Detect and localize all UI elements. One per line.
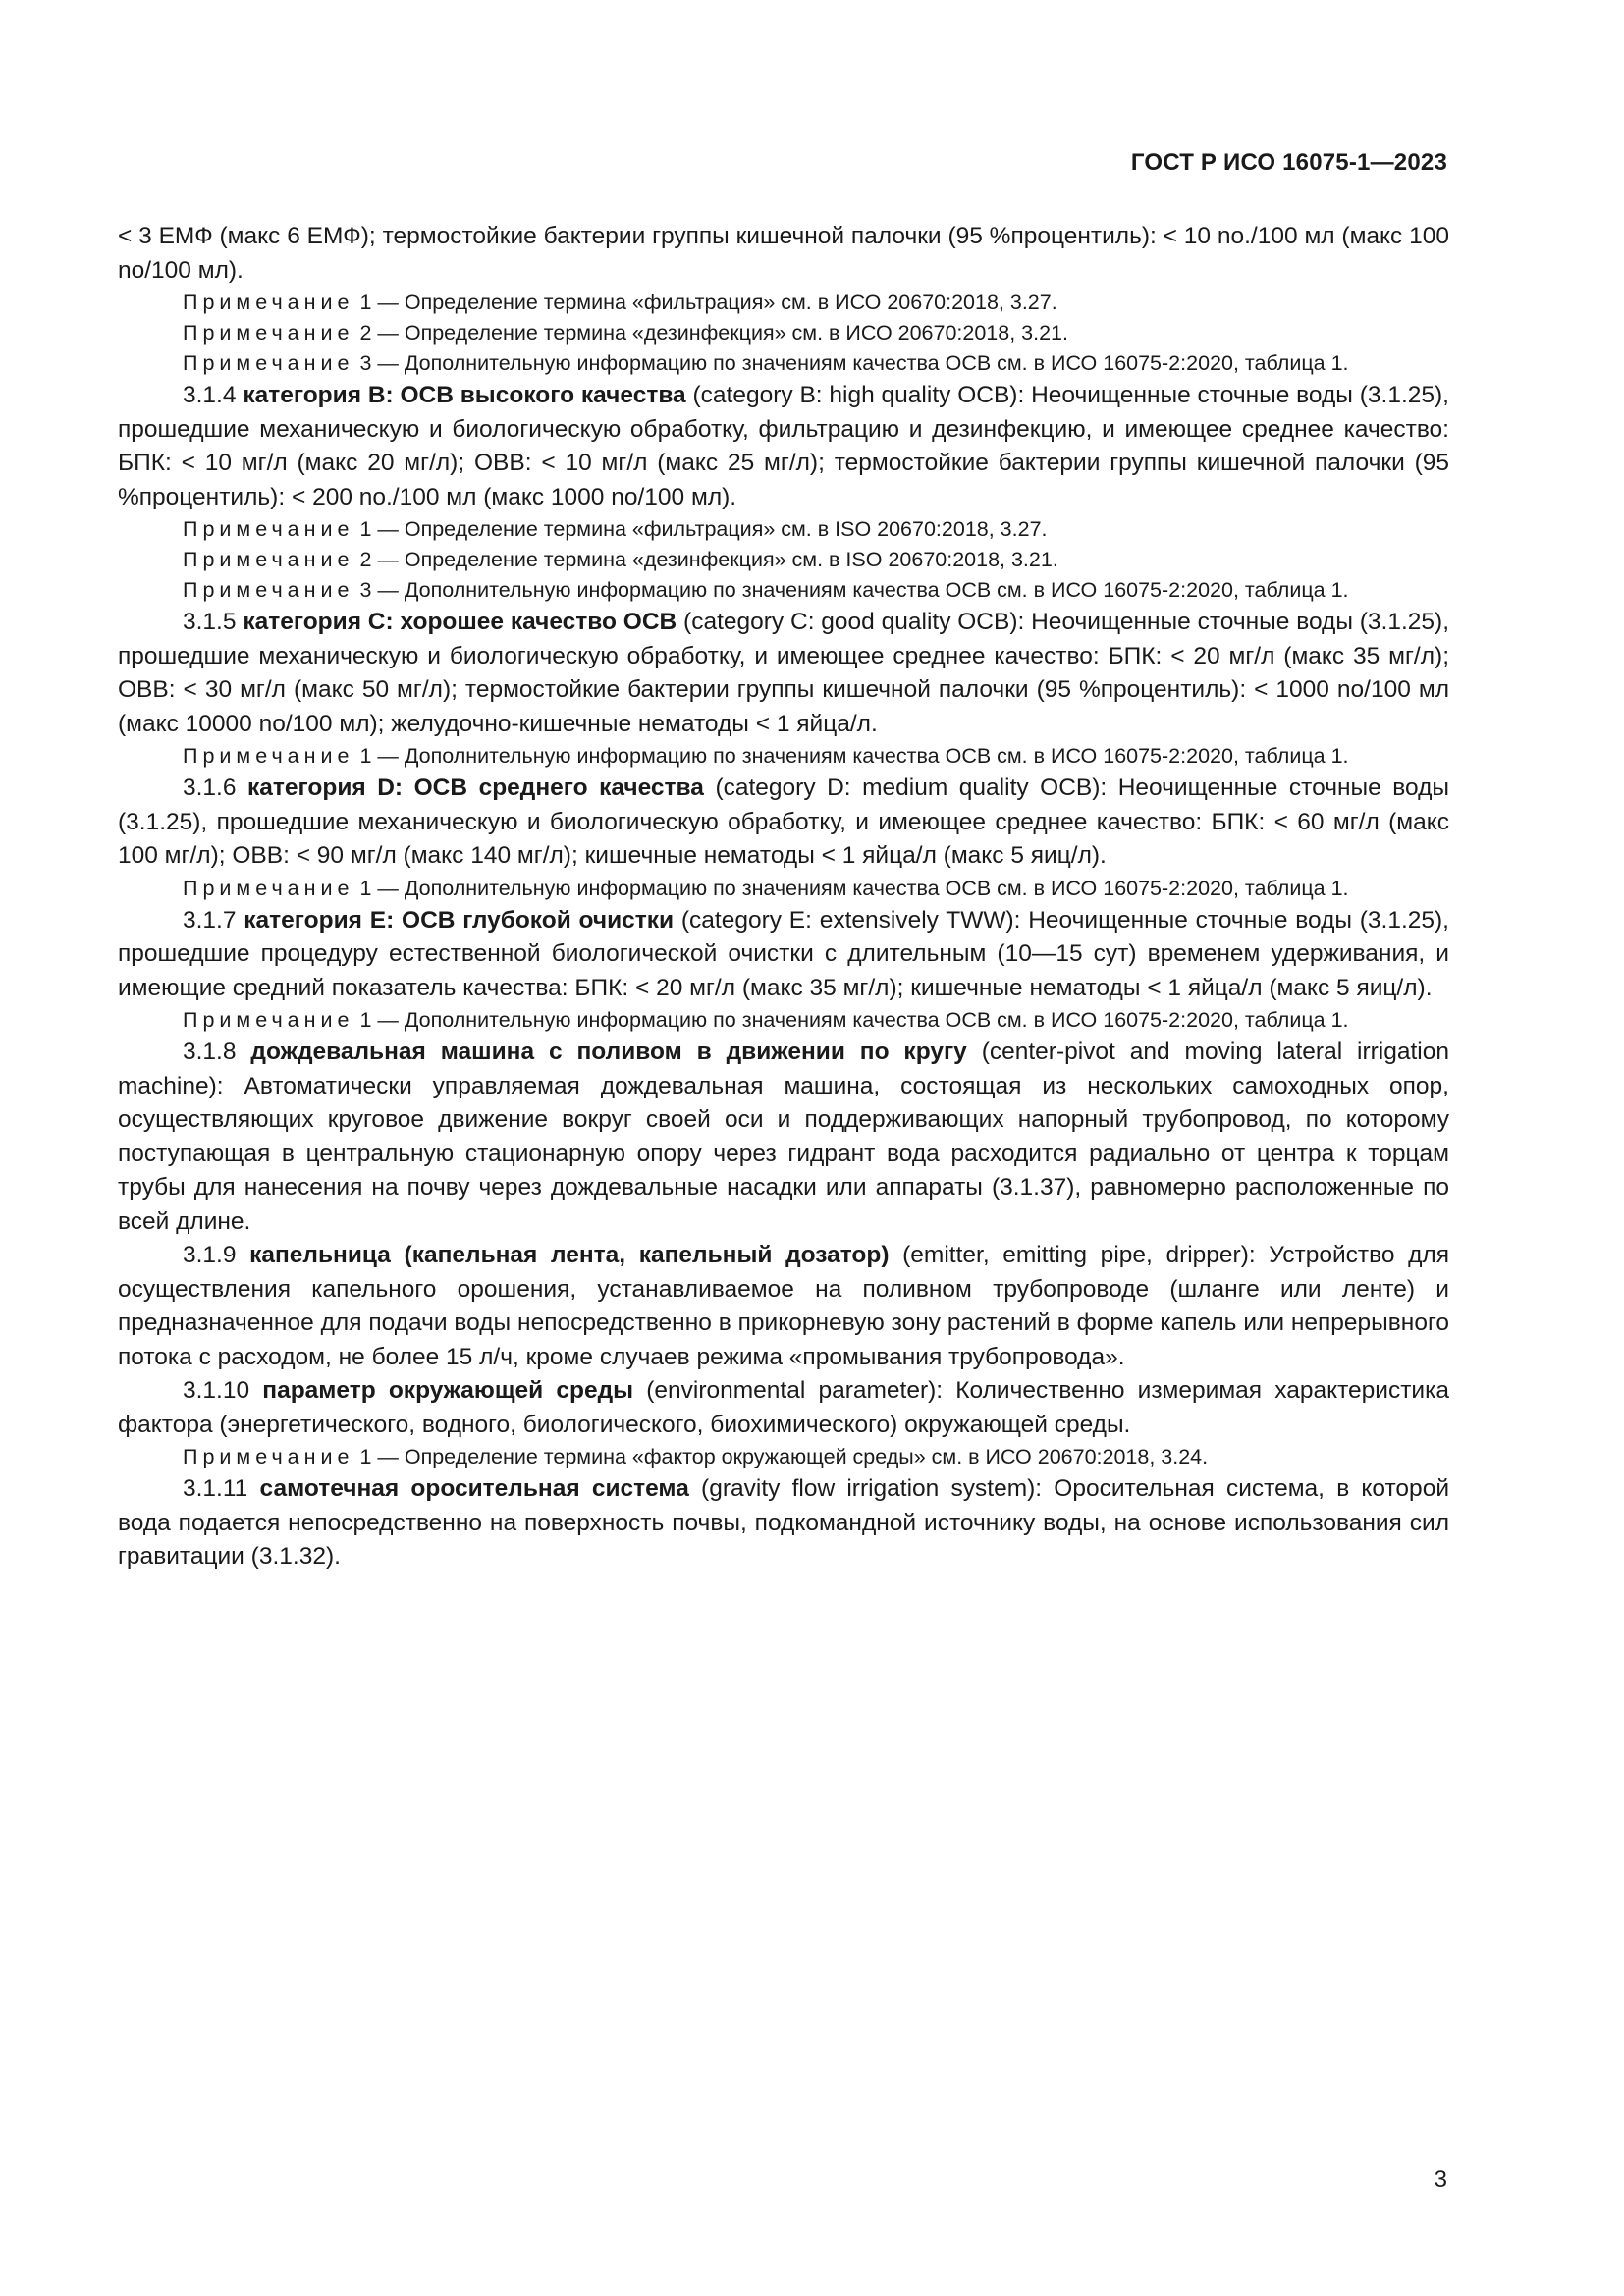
- definition-3-1-6: 3.1.6 категория D: ОСВ среднего качества (category D: medium quality ОСВ): Неочищенные сточные воды (3.1.25), прошедшие механическую и биологическую обработку, и имеющее среднее качество: БПК: < 60 мг/л (макс 100 мг/л); ОВВ: < 90 мг/л (макс 140 мг/л); кишечные нематоды < 1 яйца/л (макс 5 яиц/л).: [118, 774, 1449, 869]
- note: Примечание 3 — Дополнительную информацию по значениям качества ОСВ см. в ИСО 16075-2:2020, таблица 1.: [183, 351, 1349, 375]
- term: категория В: ОСВ высокого качества: [243, 382, 686, 408]
- note-label: Примечание: [183, 548, 354, 571]
- note-label: Примечание: [183, 517, 354, 541]
- page-number: 3: [1434, 2166, 1447, 2193]
- note: Примечание 1 — Определение термина «фактор окружающей среды» см. в ИСО 20670:2018, 3.24.: [183, 1445, 1209, 1468]
- note: Примечание 1 — Дополнительную информацию по значениям качества ОСВ см. в ИСО 16075-2:2020, таблица 1.: [183, 744, 1349, 768]
- term: капельница (капельная лента, капельный дозатор): [249, 1242, 890, 1268]
- definition-3-1-9: 3.1.9 капельница (капельная лента, капельный дозатор) (emitter, emitting pipe, dripper): Устройство для осуществления капельного орошения, устанавливаемое на поливном трубопроводе (шланге или ленте) и предназначенное для подачи воды непосредственно в прикорневую зону растений в форме капель или непрерывного потока с расходом, не более 15 л/ч, кроме случаев режима «промывания трубопровода».: [118, 1242, 1449, 1370]
- continued-paragraph: < 3 ЕМФ (макс 6 ЕМФ); термостойкие бактерии группы кишечной палочки (95 %процентиль): < 10 no./100 мл (макс 100 no/100 мл).: [118, 223, 1449, 284]
- term: категория D: ОСВ среднего качества: [247, 774, 704, 801]
- note: Примечание 2 — Определение термина «дезинфекция» см. в ИСО 20670:2018, 3.21.: [183, 321, 1068, 345]
- note: Примечание 1 — Дополнительную информацию по значениям качества ОСВ см. в ИСО 16075-2:2020, таблица 1.: [183, 1008, 1349, 1032]
- note-label: Примечание: [183, 321, 354, 345]
- term: самотечная оросительная система: [259, 1475, 689, 1502]
- term: параметр окружающей среды: [262, 1377, 634, 1404]
- definition-3-1-10: 3.1.10 параметр окружающей среды (environmental parameter): Количественно измеримая характеристика фактора (энергетического, водного, биологического, биохимического) окружающей среды.: [118, 1377, 1449, 1438]
- note: Примечание 1 — Определение термина «фильтрация» см. в ИСО 20670:2018, 3.27.: [183, 291, 1057, 314]
- note-label: Примечание: [183, 876, 354, 900]
- note-label: Примечание: [183, 1008, 354, 1032]
- note-label: Примечание: [183, 1445, 354, 1468]
- term: категория Е: ОСВ глубокой очистки: [244, 906, 675, 934]
- document-header: ГОСТ Р ИСО 16075-1—2023: [1130, 149, 1447, 176]
- note-label: Примечание: [183, 291, 354, 314]
- definition-3-1-5: 3.1.5 категория С: хорошее качество ОСВ (category C: good quality ОСВ): Неочищенные сточные воды (3.1.25), прошедшие механическую и биологическую обработку, и имеющее среднее качество: БПК: < 20 мг/л (макс 35 мг/л); ОВВ: < 30 мг/л (макс 50 мг/л); термостойкие бактерии группы кишечной палочки (95 %процентиль): < 1000 no/100 мл (макс 10000 no/100 мл); желудочно-кишечные нематоды < 1 яйца/л.: [118, 609, 1449, 737]
- note: Примечание 2 — Определение термина «дезинфекция» см. в ISO 20670:2018, 3.21.: [183, 548, 1058, 571]
- note-label: Примечание: [183, 744, 354, 768]
- note: Примечание 1 — Определение термина «фильтрация» см. в ISO 20670:2018, 3.27.: [183, 517, 1048, 541]
- definition-3-1-8: 3.1.8 дождевальная машина с поливом в движении по кругу (center-pivot and moving lateral irrigation machine): Автоматически управляемая дождевальная машина, состоящая из нескольких самоходных опор, осуществляющих круговое движение вокруг своей оси и поддерживающих напорный трубопровод, по которому поступающая в центральную стационарную опору через гидрант вода расходится радиально от центра к торцам трубы для нанесения на почву через дождевальные насадки или аппараты (3.1.37), равномерно расположенные по всей длине.: [118, 1039, 1449, 1235]
- definition-3-1-4: 3.1.4 категория В: ОСВ высокого качества (category B: high quality ОСВ): Неочищенные сточные воды (3.1.25), прошедшие механическую и биологическую обработку, фильтрацию и дезинфекцию, и имеющее среднее качество: БПК: < 10 мг/л (макс 20 мг/л); ОВВ: < 10 мг/л (макс 25 мг/л); термостойкие бактерии группы кишечной палочки (95 %процентиль): < 200 no./100 мл (макс 1000 no/100 мл).: [118, 382, 1449, 510]
- note-label: Примечание: [183, 351, 354, 375]
- term: категория С: хорошее качество ОСВ: [243, 609, 677, 635]
- note: Примечание 1 — Дополнительную информацию по значениям качества ОСВ см. в ИСО 16075-2:2020, таблица 1.: [183, 876, 1349, 900]
- note: Примечание 3 — Дополнительную информацию по значениям качества ОСВ см. в ИСО 16075-2:2020, таблица 1.: [183, 578, 1349, 602]
- term: дождевальная машина с поливом в движении по кругу: [250, 1039, 967, 1065]
- document-body: [118, 220, 1449, 1575]
- definition-3-1-7: 3.1.7 категория Е: ОСВ глубокой очистки (category E: extensively TWW): Неочищенные сточные воды (3.1.25), прошедшие процедуру естественной биологической очистки с длительным (10—15 сут) временем удерживания, и имеющие средний показатель качества: БПК: < 20 мг/л (макс 35 мг/л); кишечные нематоды < 1 яйца/л (макс 5 яиц/л).: [118, 906, 1449, 1001]
- note-label: Примечание: [183, 578, 354, 602]
- definition-3-1-11: 3.1.11 самотечная оросительная система (gravity flow irrigation system): Оросительная система, в которой вода подается непосредственно на поверхность почвы, подкомандной источнику воды, на основе использования сил гравитации (3.1.32).: [118, 1475, 1449, 1570]
